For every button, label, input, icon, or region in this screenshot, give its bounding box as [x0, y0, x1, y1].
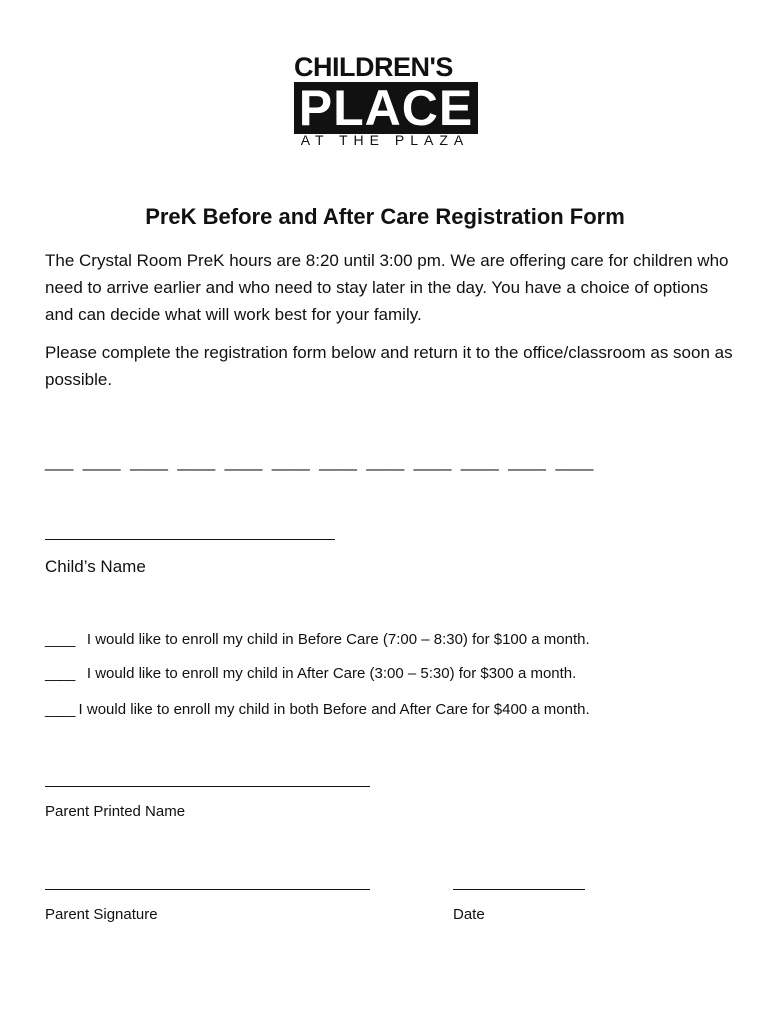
parent-printed-name-label: Parent Printed Name [45, 803, 186, 820]
instructions-paragraph: Please complete the registration form below and return it to the office/classroom as soon as possible. [45, 343, 733, 389]
intro-paragraph: The Crystal Room PreK hours are 8:20 until 3:00 pm. We are offering care for children who need to arrive earlier and who need to stay later in the day. You have a choice of options and can decide what will work best for your family. [45, 251, 729, 324]
option-after-care-text: I would like to enroll my child in After Care (3:00 – 5:30) for $300 a month. [86, 665, 577, 682]
option-before-care [45, 630, 590, 650]
option-both-care-blank[interactable]: ____ [45, 701, 75, 718]
option-before-care-text: I would like to enroll my child in Before Care (7:00 – 8:30) for $100 a month. [86, 631, 590, 648]
logo-line-place: PLACE [294, 82, 478, 134]
logo-line-childrens: CHILDREN'S [294, 52, 453, 82]
parent-signature-label: Parent Signature [45, 906, 158, 923]
date-label: Date [453, 906, 485, 923]
child-name-line[interactable] [45, 539, 335, 540]
option-after-care-blank[interactable]: ____ [45, 665, 75, 682]
option-both-care-text: I would like to enroll my child in both Before and After Care for $400 a month. [78, 701, 590, 718]
option-after-care [45, 664, 576, 684]
child-name-label: Child’s Name [45, 557, 146, 576]
parent-printed-name-line[interactable] [45, 786, 370, 787]
logo-line-at-the-plaza: AT THE PLAZA [300, 132, 470, 148]
dash-row-blanks[interactable]: ___ ____ ____ ____ ____ ____ ____ ____ ____ ____ ____ ____ [45, 452, 594, 471]
option-before-care-blank[interactable]: ____ [45, 631, 75, 648]
parent-signature-line[interactable] [45, 889, 370, 890]
date-line[interactable] [453, 889, 585, 890]
option-both-care [45, 700, 590, 720]
childrens-place-logo [292, 52, 478, 148]
form-title: PreK Before and After Care Registration Form [145, 204, 625, 229]
